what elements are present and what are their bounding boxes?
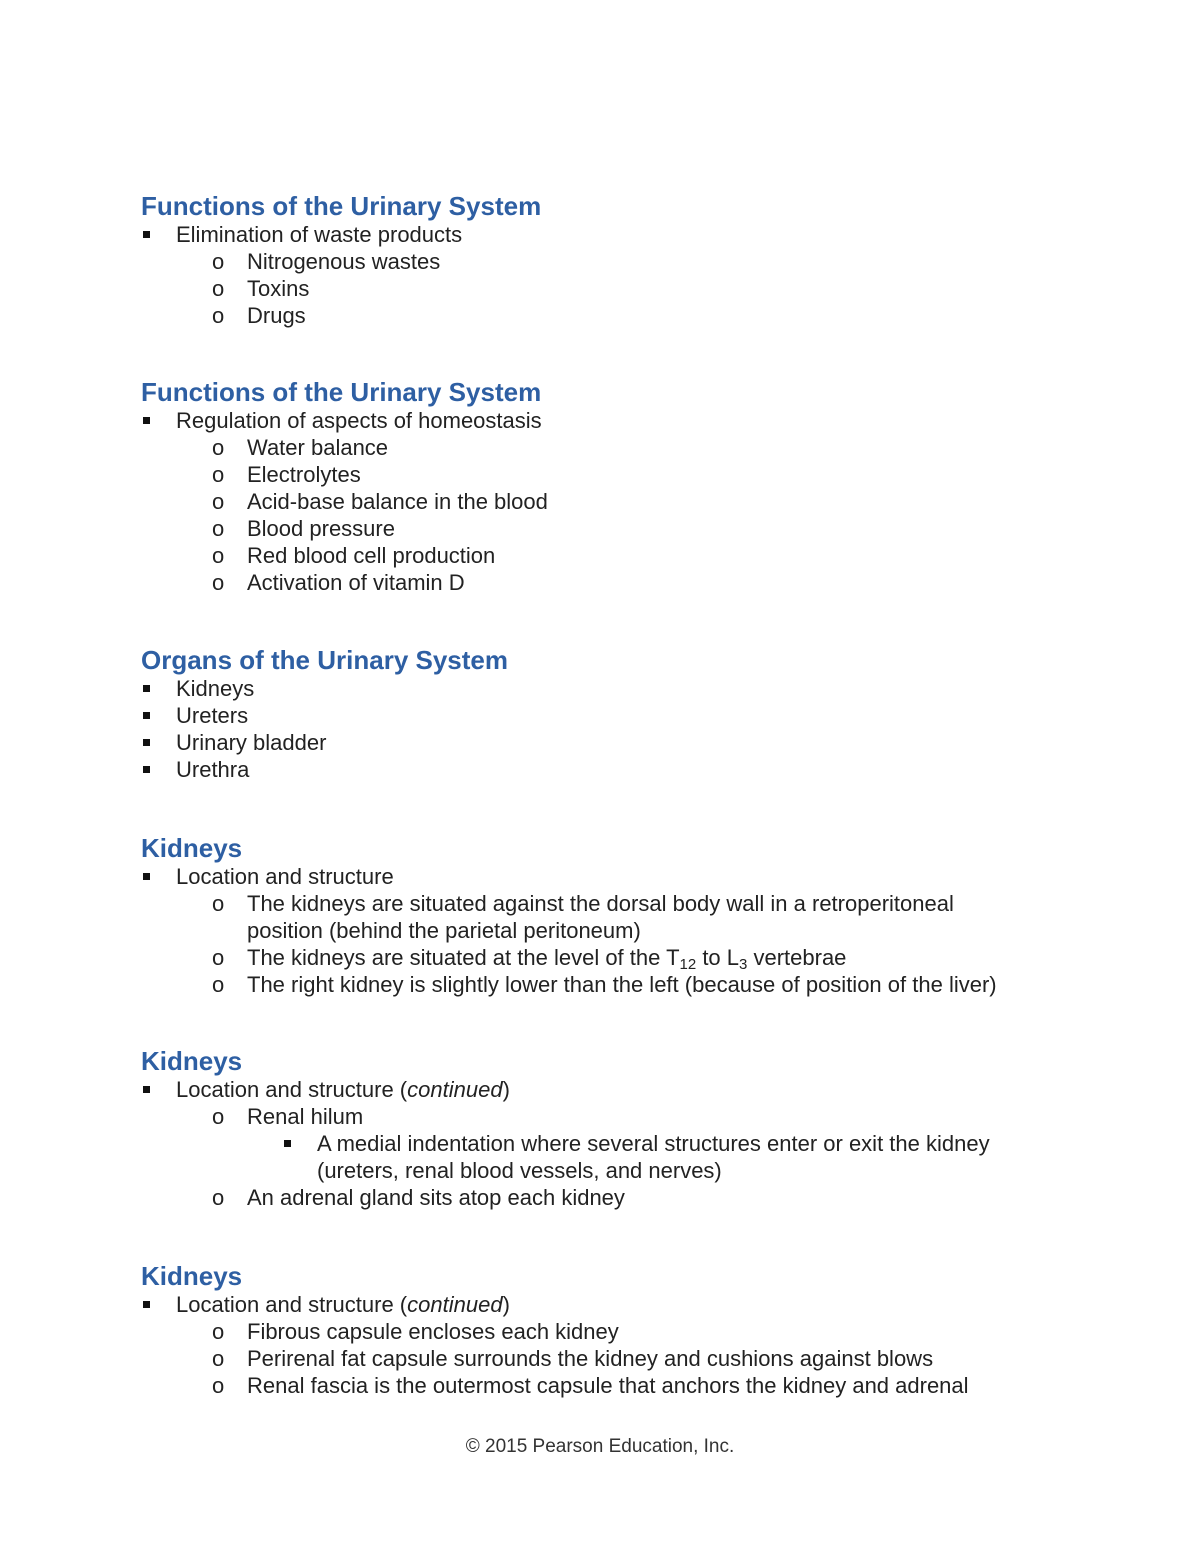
circle-bullet-icon: o	[212, 972, 225, 997]
list-item	[141, 944, 1101, 971]
list-item-text: Renal fascia is the outermost capsule that anchors the kidney and adrenal	[247, 1373, 969, 1398]
square-bullet-icon	[143, 231, 150, 238]
circle-bullet-icon: o	[212, 1346, 225, 1371]
list-item-continuation	[141, 917, 1101, 944]
emphasis: continued	[407, 1077, 503, 1102]
list-item-text	[176, 1292, 510, 1317]
list-item	[141, 542, 1101, 569]
circle-bullet-icon: o	[212, 516, 225, 541]
list-item-text: A medial indentation where several structures enter or exit the kidney	[317, 1131, 990, 1156]
list-item	[141, 702, 1101, 729]
circle-bullet-icon: o	[212, 1319, 225, 1344]
circle-bullet-icon: o	[212, 303, 225, 328]
circle-bullet-icon: o	[212, 570, 225, 595]
list-item-text: Urethra	[176, 757, 250, 782]
list-item	[141, 1372, 1101, 1399]
square-bullet-icon	[143, 712, 150, 719]
section-kidneys-capsules	[141, 1261, 1101, 1399]
text-run: )	[502, 1292, 510, 1317]
list-item-text	[176, 1077, 510, 1102]
circle-bullet-icon: o	[212, 489, 225, 514]
list-item-text: Renal hilum	[247, 1104, 364, 1129]
list-item	[141, 1076, 1101, 1103]
list-item	[141, 890, 1101, 917]
list-item	[141, 461, 1101, 488]
list-item	[141, 221, 1101, 248]
section-heading: Functions of the Urinary System	[141, 377, 542, 407]
list-item-text: The right kidney is slightly lower than the left (because of position of the liver)	[247, 972, 997, 997]
circle-bullet-icon: o	[212, 945, 225, 970]
list-item	[141, 434, 1101, 461]
list-item-text: Electrolytes	[247, 462, 361, 487]
list-item	[141, 729, 1101, 756]
list-item	[141, 275, 1101, 302]
list-item-text: Regulation of aspects of homeostasis	[176, 408, 542, 433]
text-run: Location and structure (	[176, 1292, 408, 1317]
list-item	[141, 515, 1101, 542]
square-bullet-icon	[143, 417, 150, 424]
section-heading: Organs of the Urinary System	[141, 645, 508, 675]
text-run: Location and structure (	[176, 1077, 408, 1102]
copyright-footer: © 2015 Pearson Education, Inc.	[465, 1436, 735, 1457]
section-organs	[141, 645, 1101, 783]
square-bullet-icon	[143, 685, 150, 692]
section-heading: Kidneys	[141, 1261, 243, 1291]
list-item-text: Urinary bladder	[176, 730, 327, 755]
circle-bullet-icon: o	[212, 543, 225, 568]
text-run: The kidneys are situated at the level of the T	[247, 945, 680, 970]
section-heading: Kidneys	[141, 833, 243, 863]
list-item	[141, 675, 1101, 702]
square-bullet-icon	[143, 1301, 150, 1308]
emphasis: continued	[407, 1292, 503, 1317]
list-item-text: Fibrous capsule encloses each kidney	[247, 1319, 619, 1344]
list-item	[141, 1103, 1101, 1130]
list-item	[141, 1130, 1101, 1157]
list-item-continuation	[141, 1157, 1101, 1184]
circle-bullet-icon: o	[212, 435, 225, 460]
section-heading: Functions of the Urinary System	[141, 191, 542, 221]
list-item	[141, 1291, 1101, 1318]
list-item	[141, 302, 1101, 329]
list-item-text: Elimination of waste products	[176, 222, 463, 247]
list-item-text: Nitrogenous wastes	[247, 249, 441, 274]
list-item-text: Activation of vitamin D	[247, 570, 465, 595]
list-item-text: Toxins	[247, 276, 310, 301]
circle-bullet-icon: o	[212, 1373, 225, 1398]
subscript: 3	[739, 956, 748, 973]
list-item	[141, 248, 1101, 275]
text-run: to L	[696, 945, 740, 970]
square-bullet-icon	[143, 739, 150, 746]
list-item	[141, 407, 1101, 434]
circle-bullet-icon: o	[212, 276, 225, 301]
list-item-text	[247, 945, 847, 973]
square-bullet-icon	[143, 873, 150, 880]
list-item-text: Red blood cell production	[247, 543, 496, 568]
circle-bullet-icon: o	[212, 249, 225, 274]
list-item-text: Perirenal fat capsule surrounds the kidney and cushions against blows	[247, 1346, 934, 1371]
list-item-text: Blood pressure	[247, 516, 395, 541]
list-item	[141, 971, 1101, 998]
subscript: 12	[679, 956, 697, 973]
list-item	[141, 863, 1101, 890]
list-item	[141, 488, 1101, 515]
square-bullet-icon	[284, 1140, 291, 1147]
list-item	[141, 569, 1101, 596]
circle-bullet-icon: o	[212, 891, 225, 916]
list-item-text: (ureters, renal blood vessels, and nerves)	[317, 1158, 722, 1183]
section-functions-waste	[141, 191, 1101, 329]
list-item-text: The kidneys are situated against the dorsal body wall in a retroperitoneal	[247, 891, 954, 916]
text-run: )	[502, 1077, 510, 1102]
section-functions-homeostasis	[141, 377, 1101, 596]
list-item	[141, 1318, 1101, 1345]
section-kidneys-location	[141, 833, 1101, 998]
list-item-text: Acid-base balance in the blood	[247, 489, 548, 514]
list-item-text: position (behind the parietal peritoneum)	[247, 918, 641, 943]
list-item-text: An adrenal gland sits atop each kidney	[247, 1185, 625, 1210]
list-item-text: Water balance	[247, 435, 389, 460]
section-heading: Kidneys	[141, 1046, 243, 1076]
list-item	[141, 1184, 1101, 1211]
list-item-text: Ureters	[176, 703, 249, 728]
list-item	[141, 756, 1101, 783]
text-run: vertebrae	[747, 945, 847, 970]
square-bullet-icon	[143, 766, 150, 773]
section-kidneys-hilum	[141, 1046, 1101, 1211]
list-item-text: Location and structure	[176, 864, 394, 889]
list-item-text: Kidneys	[176, 676, 255, 701]
circle-bullet-icon: o	[212, 1104, 225, 1129]
circle-bullet-icon: o	[212, 462, 225, 487]
list-item	[141, 1345, 1101, 1372]
list-item-text: Drugs	[247, 303, 306, 328]
square-bullet-icon	[143, 1086, 150, 1093]
circle-bullet-icon: o	[212, 1185, 225, 1210]
